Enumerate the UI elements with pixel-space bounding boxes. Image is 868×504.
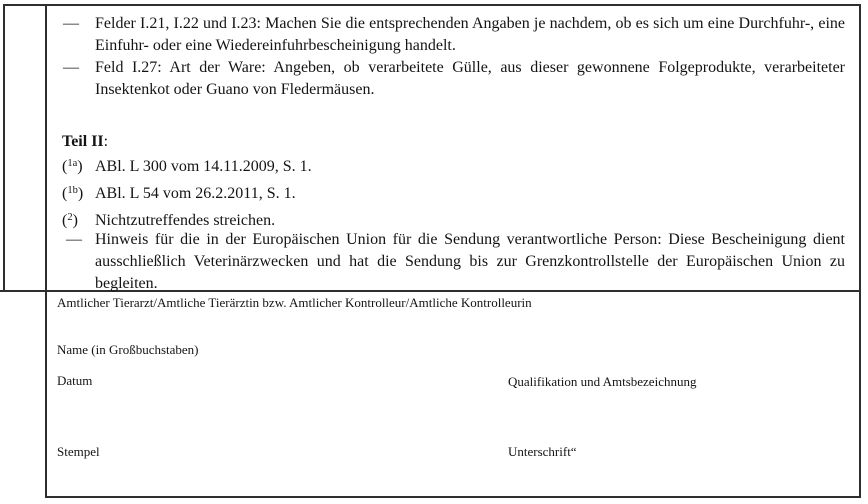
footnote-1b bbox=[62, 184, 845, 211]
footnote-superscript: 1a bbox=[67, 158, 78, 169]
table-border-left bbox=[3, 4, 5, 292]
footnote-paren-open: ( bbox=[62, 185, 68, 202]
footnote-marker bbox=[62, 184, 95, 211]
instruction-text: Felder I.21, I.22 und I.23: Machen Sie die entsprechenden Angaben je nachdem, ob es sich um eine Durchfuhr-, eine Einfuhr- oder eine Wiedereinfuhrbescheinigung handelt. bbox=[95, 15, 845, 54]
table-border-right bbox=[859, 4, 861, 498]
bullet-dash: — bbox=[63, 15, 79, 32]
footnote-text: ABl. L 54 vom 26.2.2011, S. 1. bbox=[95, 185, 296, 202]
part-ii-heading-colon: : bbox=[103, 133, 109, 150]
footnote-text: Nichtzutreffendes streichen. bbox=[95, 212, 276, 229]
table-border-top bbox=[3, 4, 860, 6]
bullet-dash: — bbox=[63, 59, 79, 76]
bullet-dash: — bbox=[66, 231, 82, 248]
eu-responsibility-note bbox=[66, 229, 845, 295]
footnote-paren-close: ) bbox=[77, 185, 84, 202]
qualification-label: Qualifikation und Amtsbezeichnung bbox=[508, 374, 697, 389]
part-ii-heading bbox=[62, 132, 108, 152]
table-border-bottom bbox=[45, 496, 861, 498]
signature-label: Unterschrift“ bbox=[508, 444, 577, 459]
instruction-text: Feld I.27: Art der Ware: Angeben, ob verarbeitete Gülle, aus dieser gewonnene Folgeprodukte, verarbeiteter Insektenkot oder Guano von Fledermäusen. bbox=[95, 59, 845, 98]
footnote-paren-open: ( bbox=[62, 158, 68, 175]
footnote-paren-close: ) bbox=[72, 212, 78, 229]
footnote-superscript: 1b bbox=[67, 185, 78, 196]
instruction-item-fields-i21 bbox=[63, 13, 845, 57]
footnote-marker bbox=[62, 157, 95, 184]
note-text: Hinweis für die in der Europäischen Union für die Sendung verantwortliche Person: Diese Bescheinigung dient ausschließlich Veterinärzwecken und hat die Sendung bis zur Grenzkontrollstelle der Europäischen Union zu begleiten. bbox=[95, 231, 845, 292]
instructions-list bbox=[63, 13, 845, 101]
footnote-paren-open: ( bbox=[62, 212, 68, 229]
footnote-1a bbox=[62, 157, 845, 184]
part-ii-heading-bold: Teil II bbox=[62, 133, 104, 150]
date-label: Datum bbox=[57, 373, 93, 388]
official-vet-label: Amtlicher Tierarzt/Amtliche Tierärztin bzw. Amtlicher Kontrolleur/Amtliche Kontrolleurin bbox=[57, 295, 532, 310]
stamp-label: Stempel bbox=[57, 444, 100, 459]
footnote-text: ABl. L 300 vom 14.11.2009, S. 1. bbox=[95, 158, 312, 175]
instruction-item-field-i27 bbox=[63, 57, 845, 101]
footnotes-list bbox=[62, 157, 845, 238]
footnote-superscript: 2 bbox=[67, 212, 73, 223]
name-label: Name (in Großbuchstaben) bbox=[57, 342, 199, 357]
footnote-paren-close: ) bbox=[77, 158, 83, 175]
table-column-divider bbox=[45, 4, 47, 498]
